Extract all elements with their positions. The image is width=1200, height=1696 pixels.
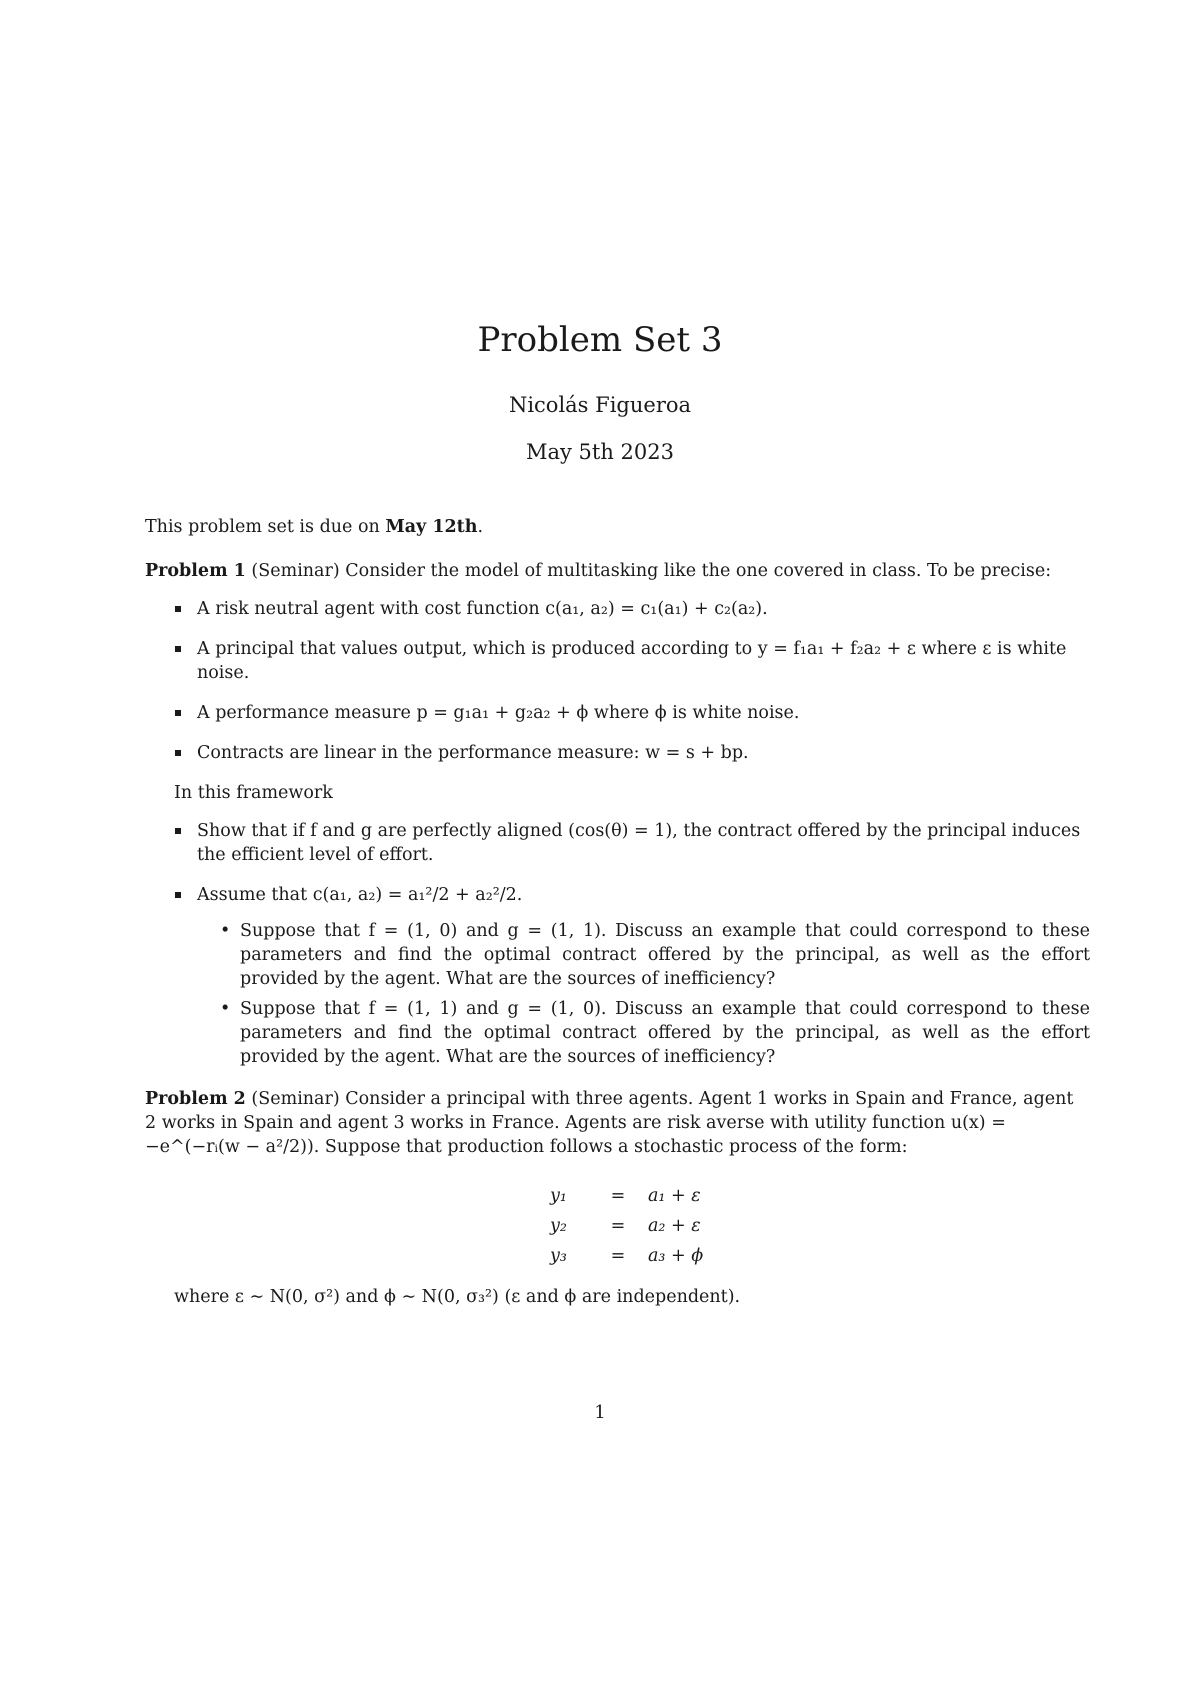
problem-1-heading: Problem 1: [145, 561, 246, 581]
subtask-item: • Suppose that f = (1, 1) and g = (1, 0). Discuss an example that could correspond to these parameters and find the optimal contract offered by the principal, as well as the effort provided by the agent. What are the sources of inefficiency?: [240, 997, 1090, 1069]
problem-2-lead: (Seminar) Consider a principal with three agents. Agent 1 works in Spain and France, agent 2 works in Spain and agent 3 works in France. Agents are risk averse with utility function u(x) = −e^(−rᵢ(w − a²/2)). Suppose that production follows a stochastic process of the form:: [145, 1089, 1074, 1157]
equation-row: [550, 1181, 1090, 1211]
task-item: [197, 883, 1090, 1069]
equation-rhs: a₁ + ε: [648, 1186, 701, 1206]
equation-rhs: a₃ + ϕ: [648, 1246, 704, 1266]
problem-1-tasks: [145, 819, 1090, 1069]
problem-1-subtasks: [197, 919, 1090, 1069]
equation-row: [550, 1211, 1090, 1241]
equation-row: [550, 1241, 1090, 1271]
due-date: May 12th: [385, 517, 478, 537]
production-equations: [145, 1181, 1090, 1271]
equation-lhs: y₂: [550, 1216, 567, 1236]
equation-op: =: [610, 1216, 626, 1236]
page-number: 1: [594, 1402, 606, 1423]
problem-1-lead: (Seminar) Consider the model of multitasking like the one covered in class. To be precise:: [245, 561, 1052, 581]
document-body: [145, 515, 1090, 1309]
problem-1-statement: [145, 559, 1090, 583]
assumption-item: Contracts are linear in the performance measure: w = s + bp.: [197, 741, 1090, 765]
task-item: Show that if f and g are perfectly aligned (cos(θ) = 1), the contract offered by the principal induces the efficient level of effort.: [197, 819, 1090, 867]
task-item-text: Assume that c(a₁, a₂) = a₁²/2 + a₂²/2.: [197, 885, 523, 905]
document-author: Nicolás Figueroa: [508, 393, 692, 417]
assumption-item: A principal that values output, which is produced according to y = f₁a₁ + f₂a₂ + ε where ε is white noise.: [197, 637, 1090, 685]
equation-op: =: [610, 1186, 626, 1206]
assumption-item: A performance measure p = g₁a₁ + g₂a₂ + ϕ where ϕ is white noise.: [197, 701, 1090, 725]
assumption-item: A risk neutral agent with cost function c(a₁, a₂) = c₁(a₁) + c₂(a₂).: [197, 597, 1090, 621]
distribution-note: where ε ∼ N(0, σ²) and ϕ ∼ N(0, σ₃²) (ε and ϕ are independent).: [174, 1287, 741, 1307]
due-note: [145, 515, 1090, 539]
subtask-item: • Suppose that f = (1, 0) and g = (1, 1). Discuss an example that could correspond to these parameters and find the optimal contract offered by the principal, as well as the effort provided by the agent. What are the sources of inefficiency?: [240, 919, 1090, 991]
problem-2-heading: Problem 2: [145, 1089, 246, 1109]
equation-op: =: [610, 1246, 626, 1266]
equation-lhs: y₁: [550, 1186, 567, 1206]
equation-lhs: y₃: [550, 1246, 567, 1266]
document-title: Problem Set 3: [477, 320, 723, 360]
document-date: May 5th 2023: [525, 440, 674, 464]
framework-label: In this framework: [174, 783, 333, 803]
problem-2-statement: [145, 1087, 1090, 1159]
equation-rhs: a₂ + ε: [648, 1216, 701, 1236]
problem-1-assumptions: [145, 597, 1090, 765]
due-text: This problem set is due on: [145, 517, 386, 537]
due-end: .: [477, 517, 484, 537]
